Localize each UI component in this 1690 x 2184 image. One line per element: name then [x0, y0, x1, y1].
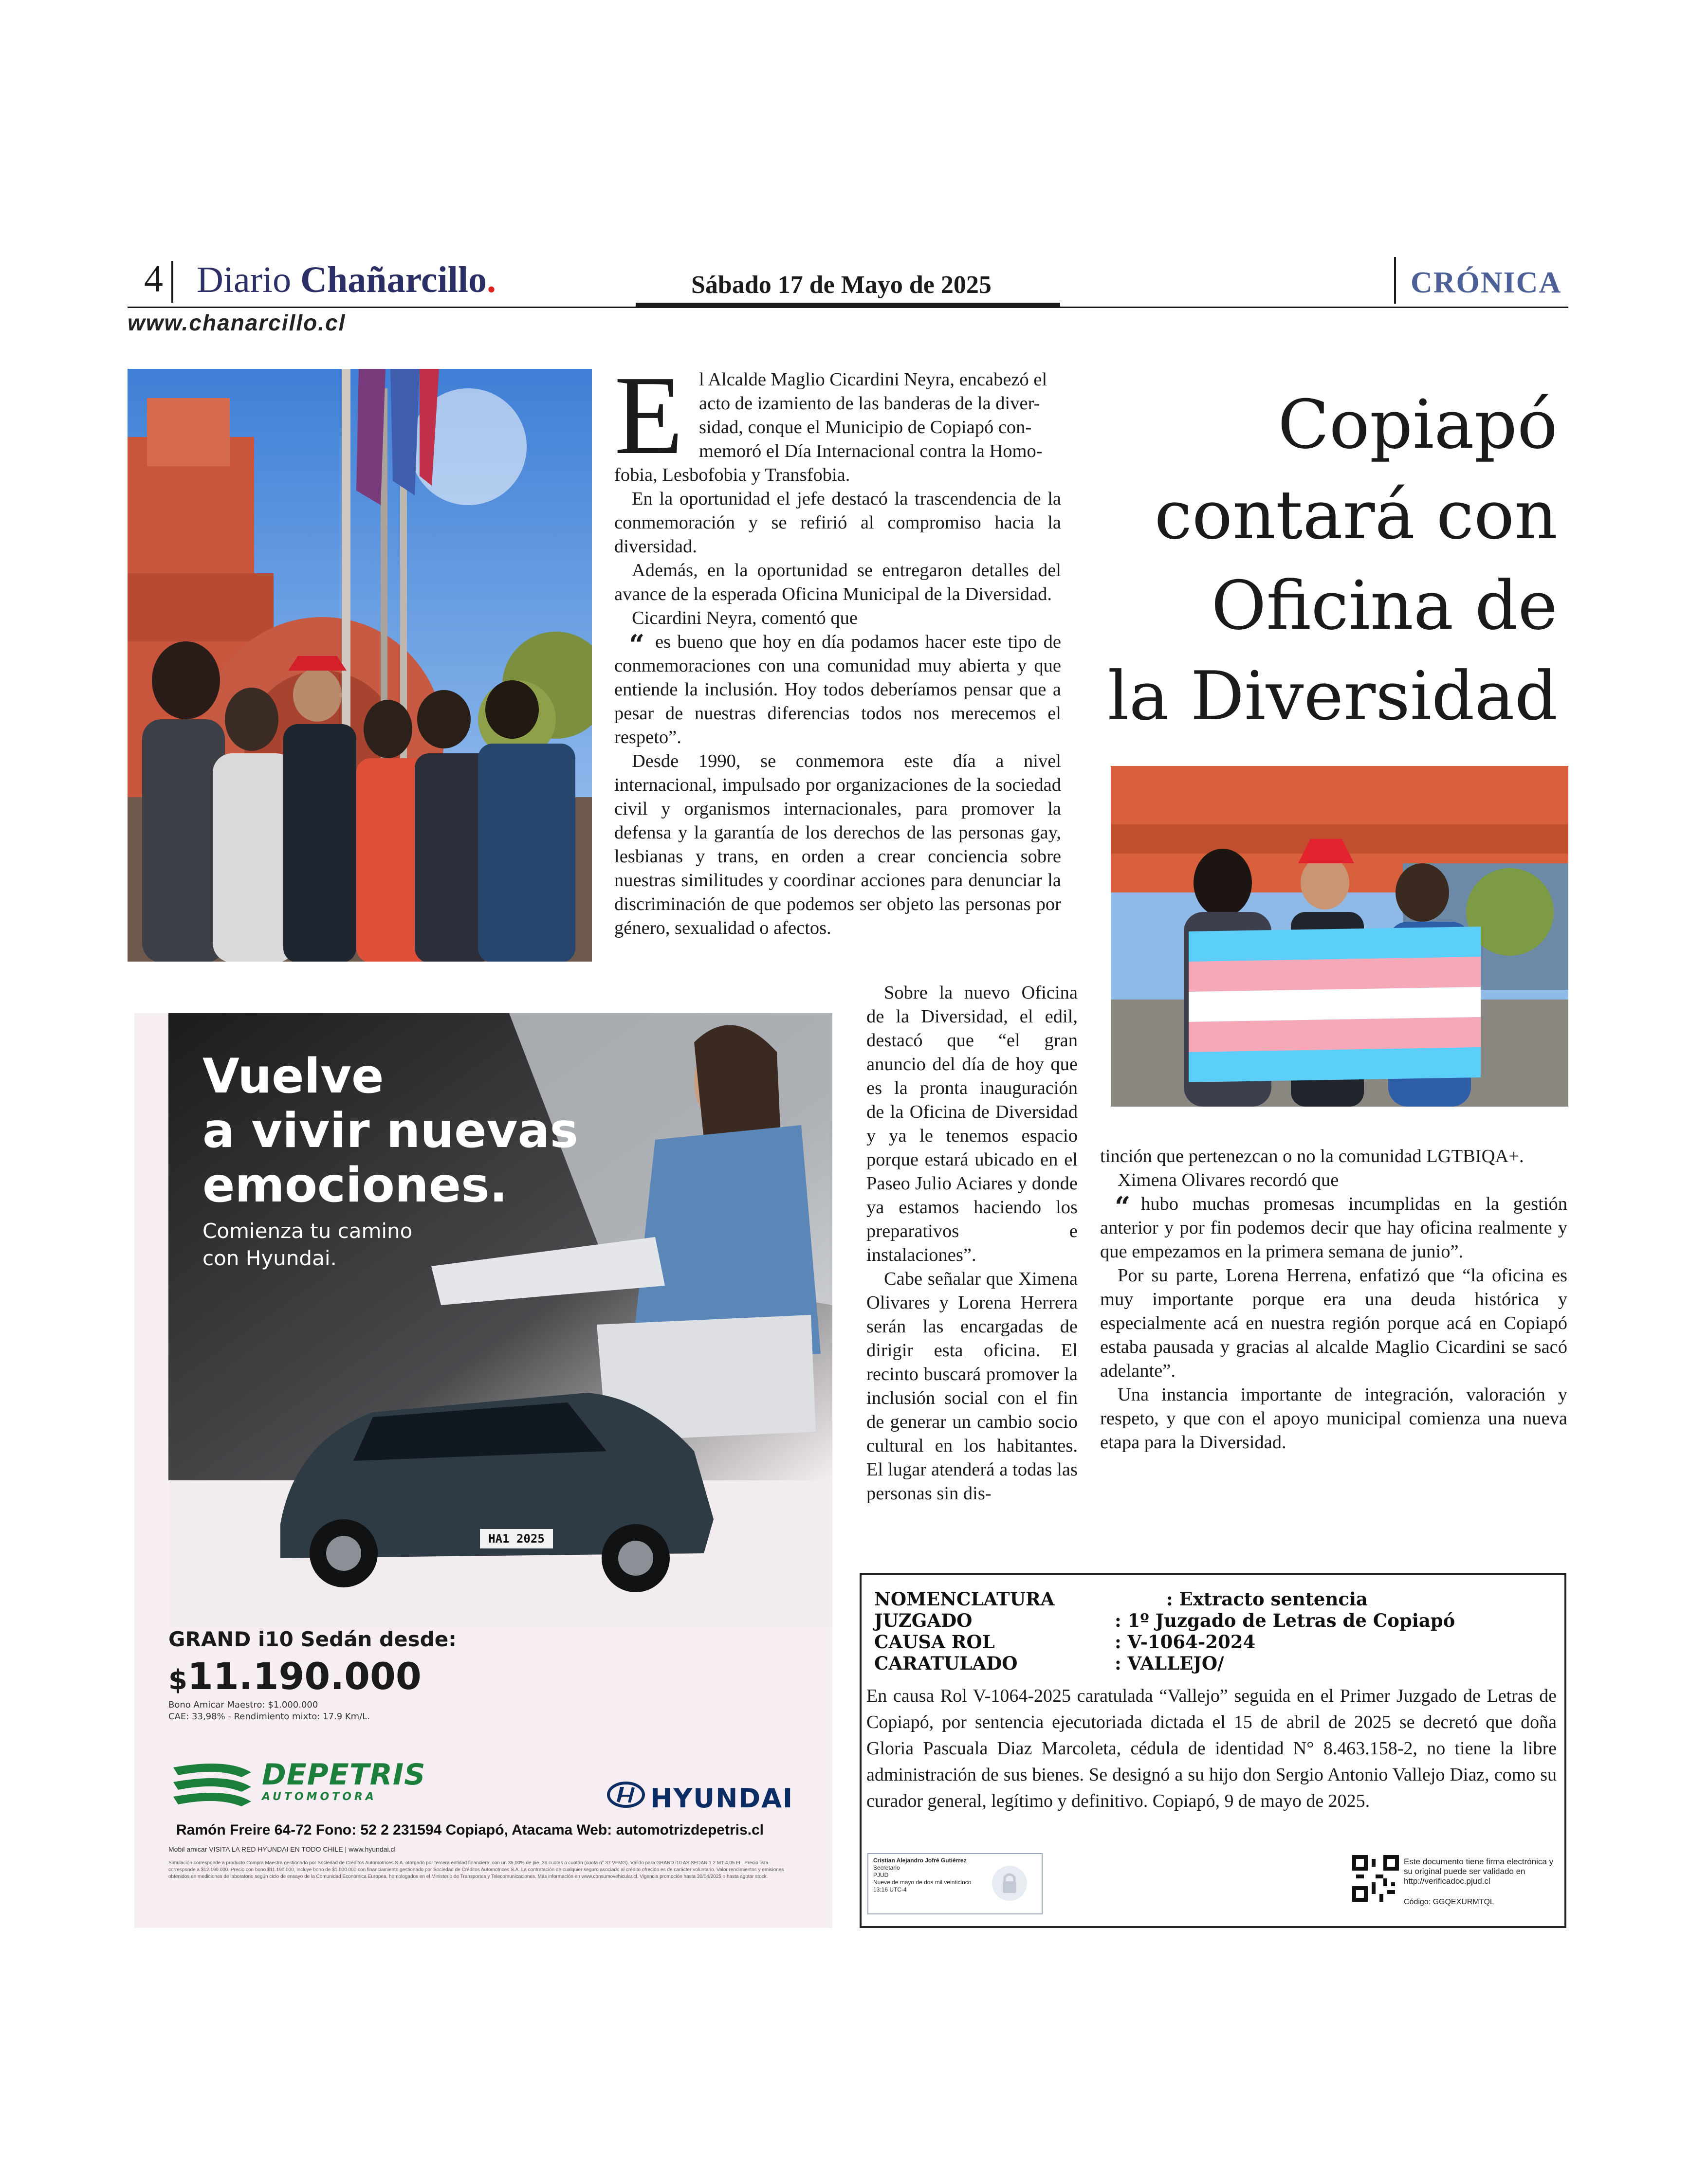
paragraph: Por su parte, Lorena Herrena, enfatizó que “la oficina es muy importante porque era una deuda histórica y especialmente acá en nuestra región porque acá en Copiapó estaba pausada y gracias al alcalde Maglio Cicardini se sacó adelante”. [1100, 1265, 1567, 1381]
dealer-contact[interactable]: Ramón Freire 64-72 Fono: 52 2 231594 Copiapó, Atacama Web: automotrizdepetris.cl [176, 1822, 764, 1838]
column-2 [866, 981, 1078, 1506]
ad-model-line: GRAND i10 Sedán desde: [168, 1627, 457, 1651]
column-1 [614, 463, 1061, 940]
pull-quote [614, 630, 1061, 749]
intro-line: sidad, conque el Municipio de Copiapó con- [699, 417, 1032, 437]
fineprint-line: Bono Amicar Maestro: $1.000.000 [168, 1700, 318, 1710]
depetris-logo-icon [168, 1758, 256, 1806]
signature-line: Cristian Alejandro Jofré Gutiérrez [873, 1857, 967, 1864]
quote-icon: “ [1115, 1191, 1131, 1223]
column-1-intro [699, 368, 1061, 463]
section-divider [1394, 257, 1396, 304]
paragraph: Sobre la nuevo Oficina de la Diversidad, el edil, destacó que “el gran anuncio del día de hoy que es la pronta inauguración de la Oficina de Diversidad y ya le tenemos espacio porque estará ubicado en el Paseo Julio Aciares y donde ya estamos haciendo los preparativos e instalaciones”. [866, 983, 1078, 1265]
ad-subtitle-line: Comienza tu camino [202, 1219, 413, 1243]
masthead-dot: . [487, 259, 496, 300]
notice-value: : Extracto sentencia [1166, 1588, 1368, 1610]
notice-value: : VALLEJO/ [1115, 1653, 1224, 1674]
masthead-name: Chañarcillo [300, 259, 487, 300]
paragraph: Cicardini Neyra, comentó que [632, 608, 858, 628]
trans-flag-photo [1111, 766, 1568, 1107]
website-url: www.chanarcillo.cl [128, 310, 346, 335]
masthead-prefix: Diario [197, 259, 301, 300]
issue-date: Sábado 17 de Mayo de 2025 [691, 271, 992, 299]
notice-value: : V-1064-2024 [1115, 1631, 1256, 1653]
paragraph: Una instancia importante de integración, valoración y respeto, y que con el apoyo municipal comienza una nueva etapa para la Diversidad. [1100, 1384, 1567, 1453]
headline [1090, 380, 1558, 742]
paragraph: fobia, Lesbofobia y Transfobia. [614, 465, 850, 485]
signature-line: PJUD [873, 1872, 889, 1878]
page-number: 4 [144, 257, 163, 300]
quote-icon: “ [629, 629, 645, 661]
price-value: 11.190.000 [187, 1655, 422, 1698]
ad-headline-line: emociones. [202, 1158, 508, 1213]
paragraph: tinción que pertenezcan o no la comunidad LGTBIQA+. [1100, 1146, 1524, 1166]
headline-line: la Diversidad [1107, 657, 1558, 735]
ad-partners: Mobil amicar VISITA LA RED HYUNDAI EN TODO CHILE | www.hyundai.cl [168, 1845, 396, 1853]
section-name: CRÓNICA [1411, 266, 1562, 299]
intro-line: l Alcalde Maglio Cicardini Neyra, encabezó el [699, 369, 1047, 390]
hyundai-advertisement[interactable] [134, 1013, 832, 1928]
notice-key: CARATULADO [874, 1653, 1018, 1674]
paragraph: Ximena Olivares recordó que [1118, 1170, 1339, 1190]
ad-headline-line: Vuelve [202, 1049, 384, 1104]
header-rule [128, 307, 1568, 308]
verification-text: Este documento tiene firma electrónica y su original puede ser validado en http://verificadoc.pjud.cl [1404, 1857, 1554, 1886]
notice-key: NOMENCLATURA [874, 1588, 1055, 1610]
signature-line: Nueve de mayo de dos mil veinticinco [873, 1879, 972, 1886]
dealer-subtitle: AUTOMOTORA [262, 1791, 377, 1803]
brand-name: HYUNDAI [650, 1783, 794, 1814]
lock-icon [990, 1864, 1029, 1903]
paragraph: En la oportunidad el jefe destacó la trascendencia de la conmemoración y se refirió al compromiso hacia la diversidad. [614, 489, 1061, 557]
ad-headline-line: a vivir nuevas [202, 1103, 578, 1159]
intro-line: memoró el Día Internacional contra la Homo- [699, 441, 1043, 461]
headline-line: contará con [1154, 476, 1558, 554]
flag-raising-photo [128, 369, 592, 962]
ad-fineprint [168, 1699, 370, 1723]
quote-text: hubo muchas promesas incumplidas en la gestión anterior y por fin podemos decir que hay oficina realmente y que empezamos en la primera semana de junio”. [1100, 1194, 1567, 1262]
qr-code-icon[interactable] [1352, 1855, 1399, 1902]
quote-text: es bueno que hoy en día podamos hacer este tipo de conmemoraciones con una comunidad muy abierta y que entiende la inclusión. Hoy todos deberíamos pensar que a pesar de nuestras diferencias todos nos merecemos el respeto”. [614, 632, 1061, 747]
intro-line: acto de izamiento de las banderas de la diver- [699, 393, 1040, 414]
notice-key: JUZGADO [874, 1610, 973, 1631]
paragraph: Cabe señalar que Ximena Olivares y Lorena Herrera serán las encargadas de dirigir esta oficina. El recinto buscará promover la inclusión social con el fin de generar un cambio socio cultural en los habitantes. El lugar atenderá a todas las personas sin dis- [866, 1269, 1078, 1504]
currency-symbol: $ [168, 1664, 187, 1696]
fineprint-line: CAE: 33,98% - Rendimiento mixto: 17.9 Km/L. [168, 1711, 370, 1722]
header-divider [171, 261, 173, 303]
dealer-name: DEPETRIS [262, 1758, 426, 1792]
ad-legal-text: Simulación corresponde a producto Compra Maestra gestionado por Sociedad de Créditos Automotrices S.A. otorgado por tercera entidad financiera, con un 35,00% de pie, 36 cuotas o cuotón (cuota n° 37 VFMG). Válido para GRAND i10 AS SEDAN 1.2 MT 4,05 FL. Precio lista corresponde a $12.190.000. Precio con bono $11.190.000, incluye bono de $1.000.000 con financiamiento gestionado por Sociedad de Créditos Automotrices S.A. La contratación de cualquier seguro asociado al crédito ofrecido es de carácter voluntario. Valor rendimientos y emisiones obtenidos en mediciones de laboratorio según ciclo de ensayo de la Comunidad Económica Europea, homologados en el Ministerio de Transportes y Telecomunicaciones. Más información en www.consumovehicular.cl. Vigencia promoción hasta 30/04/2025 o hasta agotar stock. [168, 1860, 784, 1879]
ad-headline [202, 1049, 578, 1213]
headline-line: Copiapó [1278, 385, 1558, 464]
signature-line: 13:16 UTC-4 [873, 1886, 907, 1893]
verification-code: Código: GGQEXURMTQL [1404, 1898, 1494, 1906]
paragraph: Desde 1990, se conmemora este día a nivel internacional, impulsado por organizaciones de la sociedad civil y organismos internacionales, para promover la defensa y la garantía de los derechos de las personas gay, lesbianas y trans, en orden a crear conciencia sobre nuestras similitudes y coordinar acciones para denunciar la discriminación de que podemos ser objeto las personas por género, sexualidad o afectos. [614, 751, 1061, 938]
signature-line: Secretario [873, 1864, 900, 1871]
notice-body: En causa Rol V-1064-2025 caratulada “Vallejo” seguida en el Primer Juzgado de Letras de Copiapó, por sentencia ejecutoriada dictada el 15 de abril de 2025 se decretó que doña Gloria Pascuala Diaz Marcoleta, cédula de identidad N° 8.463.158-2, no tiene la libre administración de sus bienes. Se designó a su hijo don Sergio Antonio Vallejo Diaz, como su curador general, legítimo y definitivo. Copiapó, 9 de mayo de 2025. [866, 1686, 1557, 1811]
ad-subtitle [202, 1218, 412, 1272]
pull-quote [1100, 1192, 1567, 1264]
masthead [197, 259, 496, 301]
license-plate: HA1 2025 [488, 1532, 545, 1546]
signature-text [873, 1857, 971, 1893]
legal-notice [860, 1573, 1566, 1928]
drop-cap: E [614, 353, 683, 478]
paragraph: Además, en la oportunidad se entregaron detalles del avance de la esperada Oficina Municipal de la Diversidad. [614, 560, 1061, 604]
ad-price [168, 1655, 422, 1698]
electronic-signature [867, 1853, 1043, 1914]
headline-line: Oficina de [1211, 566, 1558, 645]
notice-value: : 1º Juzgado de Letras de Copiapó [1115, 1610, 1455, 1631]
hyundai-logo-icon [606, 1780, 645, 1809]
column-3 [1100, 1145, 1567, 1455]
ad-subtitle-line: con Hyundai. [202, 1246, 337, 1270]
notice-key: CAUSA ROL [874, 1631, 995, 1653]
